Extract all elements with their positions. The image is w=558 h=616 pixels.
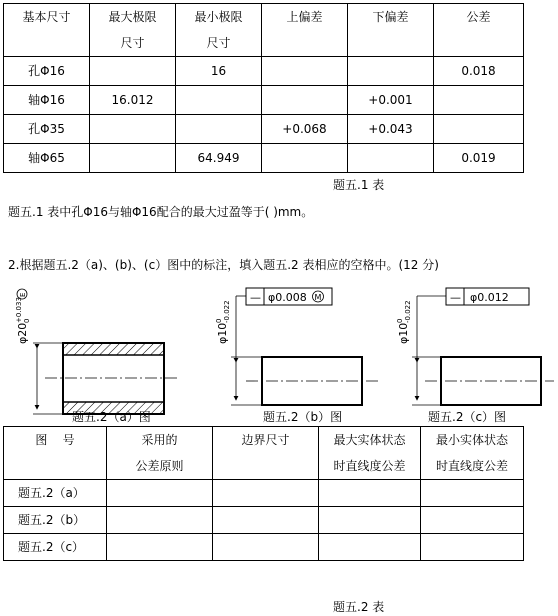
table-cell xyxy=(262,144,348,173)
table-header-row xyxy=(4,427,524,480)
svg-text:—: — xyxy=(250,291,261,304)
header-cell-upper-dev: 上偏差 xyxy=(262,4,348,57)
answer-cell[interactable] xyxy=(421,507,524,534)
table-row xyxy=(4,534,524,561)
table-row xyxy=(4,507,524,534)
answer-cell[interactable] xyxy=(107,480,213,507)
table-cell xyxy=(434,115,524,144)
header-cell-basic-size: 基本尺寸 xyxy=(4,4,90,57)
header-cell-lower-dev: 下偏差 xyxy=(348,4,434,57)
figure-b-drawing xyxy=(215,288,378,405)
table-cell: +0.068 xyxy=(262,115,348,144)
svg-text:φ10: φ10 xyxy=(397,322,410,344)
answer-cell[interactable] xyxy=(107,507,213,534)
question-2-text: 2.根据题五.2（a)、(b)、(c）图中的标注，填入题五.2 表相应的空格中。(12 分) xyxy=(8,258,439,272)
dimension-label-c xyxy=(396,300,412,344)
question-1-text: 题五.1 表中孔Φ16与轴Φ16配合的最大过盈等于( )mm。 xyxy=(8,205,314,219)
svg-text:φ20: φ20 xyxy=(16,322,29,344)
table-cell: 16 xyxy=(176,57,262,86)
header-cell-lmc-straightness: 最小实体状态 时直线度公差 xyxy=(421,427,524,480)
header-cell-min-limit: 最小极限 尺寸 xyxy=(176,4,262,57)
table-cell: 0.019 xyxy=(434,144,524,173)
table-cell xyxy=(348,57,434,86)
table-cell xyxy=(90,144,176,173)
svg-text:+0.033: +0.033 xyxy=(15,297,23,323)
svg-text:0: 0 xyxy=(396,318,404,323)
dimension-label-a xyxy=(15,289,31,344)
svg-text:M: M xyxy=(314,293,322,302)
table-row xyxy=(4,57,524,86)
answer-cell[interactable] xyxy=(319,534,421,561)
tolerance-table-5-1 xyxy=(3,3,524,173)
table-row xyxy=(4,86,524,115)
answer-cell[interactable] xyxy=(107,534,213,561)
figure-caption-c: 题五.2（c）图 xyxy=(428,410,507,424)
table-cell: 轴Φ65 xyxy=(4,144,90,173)
answer-cell[interactable] xyxy=(421,480,524,507)
table-cell: 64.949 xyxy=(176,144,262,173)
svg-text:—: — xyxy=(450,291,461,304)
svg-text:-0.022: -0.022 xyxy=(404,300,412,323)
header-cell-boundary-size: 边界尺寸 xyxy=(213,427,319,480)
fcf-frame-c xyxy=(446,288,529,305)
answer-cell[interactable] xyxy=(319,507,421,534)
bushing-top-wall xyxy=(63,343,164,355)
figure-a-drawing xyxy=(15,289,180,414)
header-cell-principle: 采用的 公差原则 xyxy=(107,427,213,480)
svg-text:φ0.008: φ0.008 xyxy=(268,291,307,304)
figure-c-drawing xyxy=(396,288,554,405)
table-cell xyxy=(90,57,176,86)
table-row xyxy=(4,144,524,173)
table-cell: 题五.2（a） xyxy=(4,480,107,507)
header-cell-mmc-straightness: 最大实体状态 时直线度公差 xyxy=(319,427,421,480)
figure-caption-a: 题五.2（a）图 xyxy=(72,410,151,424)
table-header-row xyxy=(4,4,524,57)
table-cell: 0.018 xyxy=(434,57,524,86)
table-cell xyxy=(434,86,524,115)
answer-cell[interactable] xyxy=(213,480,319,507)
table-cell xyxy=(90,115,176,144)
header-cell-max-limit: 最大极限 尺寸 xyxy=(90,4,176,57)
svg-text:φ0.012: φ0.012 xyxy=(470,291,509,304)
dimension-label-b xyxy=(215,300,231,344)
table-cell xyxy=(348,144,434,173)
table-cell xyxy=(176,115,262,144)
answer-cell[interactable] xyxy=(319,480,421,507)
table-caption-5-2: 题五.2 表 xyxy=(333,600,385,614)
tolerance-principle-table-5-2 xyxy=(3,426,524,561)
drawings-area xyxy=(0,276,558,426)
table-caption-5-1: 题五.1 表 xyxy=(333,178,385,192)
table-cell: 孔Φ16 xyxy=(4,57,90,86)
svg-text:E: E xyxy=(19,292,27,297)
svg-text:-0.022: -0.022 xyxy=(223,300,231,323)
table-cell: 题五.2（c） xyxy=(4,534,107,561)
table-cell xyxy=(262,57,348,86)
table-cell: 轴Φ16 xyxy=(4,86,90,115)
svg-text:φ10: φ10 xyxy=(216,322,229,344)
table-row xyxy=(4,480,524,507)
header-cell-figure-no: 图 号 xyxy=(4,427,107,480)
table-cell xyxy=(176,86,262,115)
table-cell: +0.043 xyxy=(348,115,434,144)
answer-cell[interactable] xyxy=(421,534,524,561)
table-cell xyxy=(262,86,348,115)
svg-text:0: 0 xyxy=(23,318,31,323)
table-cell: 孔Φ35 xyxy=(4,115,90,144)
header-cell-tolerance: 公差 xyxy=(434,4,524,57)
answer-cell[interactable] xyxy=(213,534,319,561)
answer-cell[interactable] xyxy=(213,507,319,534)
table-cell: 题五.2（b） xyxy=(4,507,107,534)
svg-text:0: 0 xyxy=(215,318,223,323)
table-cell: +0.001 xyxy=(348,86,434,115)
table-row xyxy=(4,115,524,144)
table-cell: 16.012 xyxy=(90,86,176,115)
fcf-frame-b xyxy=(246,288,332,305)
figure-caption-b: 题五.2（b）图 xyxy=(263,410,343,424)
